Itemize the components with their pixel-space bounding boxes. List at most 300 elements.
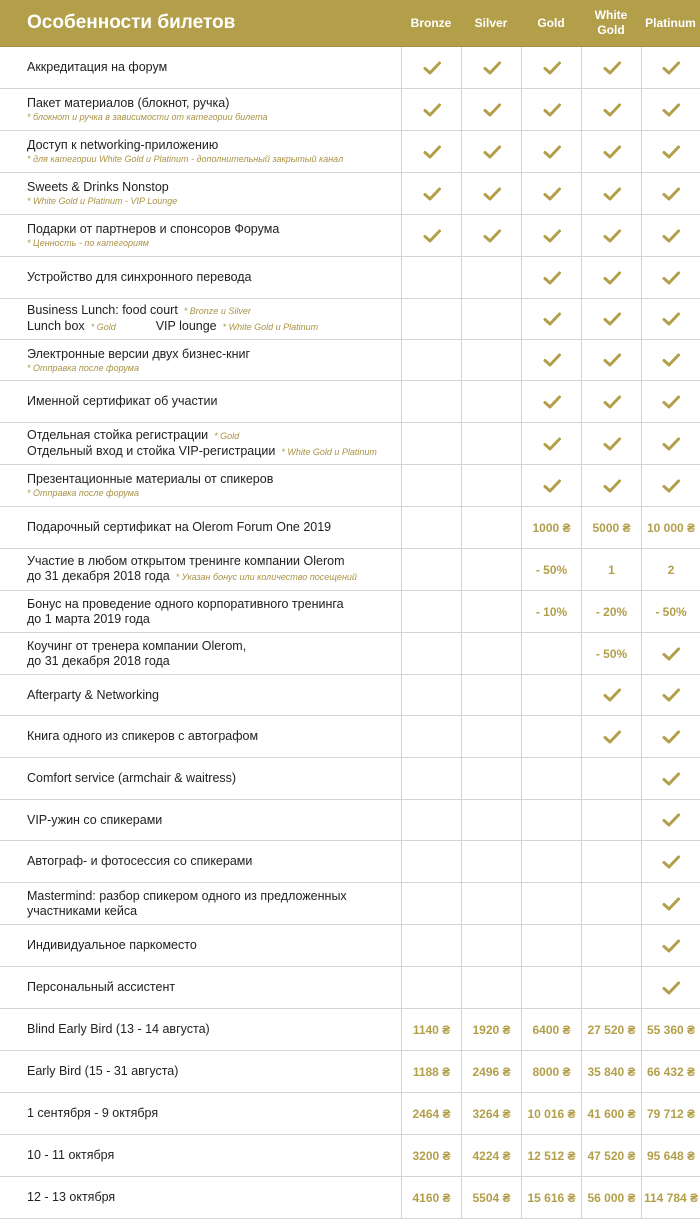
feature-label: Коучинг от тренера компании Olerom,	[27, 638, 247, 653]
table-row	[0, 841, 700, 883]
bonus-value: - 10%	[535, 604, 568, 619]
tier-bronze-header: Bronze	[410, 15, 452, 30]
tier-cell-white-gold	[581, 841, 641, 882]
table-row	[0, 47, 700, 89]
tier-cell-white-gold	[581, 1135, 641, 1176]
tier-cell-platinum	[641, 173, 700, 214]
check-icon	[482, 186, 502, 202]
tier-cell-white-gold	[581, 340, 641, 380]
tier-cell-gold	[521, 925, 581, 966]
check-icon	[602, 144, 622, 160]
feature-cell	[0, 1051, 401, 1092]
feature-label: Индивидуальное паркоместо	[27, 938, 197, 952]
tier-cell-gold	[521, 47, 581, 88]
feature-label: 1 сентября - 9 октября	[27, 1106, 159, 1120]
feature-label: до 31 декабря 2018 года	[27, 569, 170, 583]
feature-label: Именной сертификат об участии	[27, 394, 218, 408]
price-value: 3200 ₴	[412, 1148, 451, 1163]
check-icon	[661, 228, 681, 244]
feature-cell	[0, 758, 401, 799]
check-icon	[661, 854, 681, 870]
feature-note: * для категории White Gold и Platinum - дополнительный закрытый канал	[27, 154, 344, 164]
tier-cell-bronze	[401, 1093, 461, 1134]
tier-cell-white-gold	[581, 967, 641, 1008]
tier-cell-silver	[461, 1009, 521, 1050]
price-value: 47 520 ₴	[587, 1148, 636, 1163]
tier-cell-gold	[521, 299, 581, 339]
table-row	[0, 967, 700, 1009]
check-icon	[661, 186, 681, 202]
tier-cell-gold	[521, 1051, 581, 1092]
check-icon	[602, 436, 622, 452]
tier-cell-silver	[461, 47, 521, 88]
tier-cell-white-gold	[581, 1093, 641, 1134]
price-value: 1920 ₴	[472, 1022, 511, 1037]
tier-cell-white-gold	[581, 215, 641, 256]
feature-cell	[0, 131, 401, 172]
tier-cell-platinum	[641, 507, 700, 548]
price-value: 15 616 ₴	[527, 1190, 576, 1205]
tier-cell-silver	[461, 716, 521, 757]
price-row	[0, 1051, 700, 1093]
tier-cell-bronze	[401, 381, 461, 422]
tier-cell-silver	[461, 967, 521, 1008]
feature-cell	[0, 633, 401, 674]
price-value: 114 784 ₴	[643, 1190, 699, 1205]
tier-cell-platinum	[641, 1135, 700, 1176]
check-icon	[661, 270, 681, 286]
table-row	[0, 883, 700, 925]
price-value: 79 712 ₴	[646, 1106, 696, 1121]
tier-cell-gold	[521, 173, 581, 214]
tier-cell-white-gold	[581, 883, 641, 924]
tier-cell-gold	[521, 215, 581, 256]
tier-cell-white-gold	[581, 507, 641, 548]
check-icon	[661, 60, 681, 76]
bonus-value: - 50%	[535, 562, 568, 577]
tier-cell-bronze	[401, 173, 461, 214]
tier-cell-white-gold	[581, 423, 641, 464]
check-icon	[482, 60, 502, 76]
tier-cell-silver	[461, 591, 521, 632]
feature-note: * Ценность - по категориям	[27, 238, 149, 248]
tier-cell-white-gold	[581, 758, 641, 799]
tier-cell-white-gold	[581, 716, 641, 757]
feature-label: Подарки от партнеров и спонсоров Форума	[27, 222, 280, 236]
tier-cell-white-gold	[581, 381, 641, 422]
price-value: 5504 ₴	[472, 1190, 511, 1205]
table-row	[0, 381, 700, 423]
feature-label: Afterparty & Networking	[27, 687, 159, 702]
feature-label: Sweets & Drinks Nonstop	[27, 180, 169, 194]
price-value: 1140 ₴	[412, 1022, 451, 1037]
tier-cell-white-gold	[581, 1009, 641, 1050]
check-icon	[661, 311, 681, 327]
check-icon	[661, 938, 681, 954]
table-row	[0, 716, 700, 758]
feature-note: * White Gold и Platinum - VIP Lounge	[27, 196, 178, 206]
check-icon	[542, 270, 562, 286]
tier-cell-platinum	[641, 89, 700, 130]
feature-cell	[0, 1009, 401, 1050]
check-icon	[602, 186, 622, 202]
check-icon	[542, 394, 562, 410]
feature-label: до 1 марта 2019 года	[27, 611, 150, 626]
feature-cell	[0, 883, 401, 924]
feature-label: 10 - 11 октября	[27, 1148, 115, 1162]
check-icon	[422, 144, 442, 160]
feature-label: Устройство для синхронного перевода	[27, 270, 252, 284]
tier-cell-silver	[461, 1051, 521, 1092]
tier-cell-silver	[461, 173, 521, 214]
price-value: 4224 ₴	[472, 1148, 511, 1163]
tier-cell-platinum	[641, 381, 700, 422]
check-icon	[422, 228, 442, 244]
feature-label: Blind Early Bird (13 - 14 августа)	[27, 1022, 210, 1036]
tier-cell-gold	[521, 967, 581, 1008]
tier-cell-silver	[461, 381, 521, 422]
tier-cell-bronze	[401, 883, 461, 924]
tier-cell-gold	[521, 591, 581, 632]
tier-cell-platinum	[641, 1009, 700, 1050]
tier-cell-platinum	[641, 883, 700, 924]
tier-cell-bronze	[401, 89, 461, 130]
feature-label: Персональный ассистент	[27, 980, 176, 994]
check-icon	[661, 687, 681, 703]
tier-cell-gold	[521, 1177, 581, 1218]
price-row	[0, 1135, 700, 1177]
feature-label: участниками кейса	[27, 903, 138, 918]
tier-cell-silver	[461, 89, 521, 130]
check-icon	[602, 687, 622, 703]
price-row	[0, 1177, 700, 1219]
check-icon	[661, 394, 681, 410]
tier-cell-silver	[461, 925, 521, 966]
tier-cell-white-gold	[581, 131, 641, 172]
feature-cell	[0, 675, 401, 715]
tier-cell-platinum	[641, 257, 700, 298]
table-row	[0, 758, 700, 800]
tier-cell-gold	[521, 633, 581, 674]
price-value: 1188 ₴	[412, 1064, 451, 1079]
feature-cell	[0, 299, 401, 339]
feature-cell	[0, 381, 401, 422]
tier-cell-platinum	[641, 716, 700, 757]
tier-cell-bronze	[401, 1135, 461, 1176]
check-icon	[542, 478, 562, 494]
tier-cell-gold	[521, 758, 581, 799]
tier-cell-gold	[521, 465, 581, 506]
check-icon	[542, 102, 562, 118]
tier-cell-silver	[461, 758, 521, 799]
ticket-features-table	[0, 47, 700, 1219]
table-row	[0, 675, 700, 716]
tier-cell-bronze	[401, 591, 461, 632]
tier-cell-platinum	[641, 215, 700, 256]
feature-note: * Отправка после форума	[27, 362, 139, 373]
check-icon	[661, 729, 681, 745]
check-icon	[602, 311, 622, 327]
table-row	[0, 549, 700, 591]
feature-label: Пакет материалов (блокнот, ручка)	[27, 96, 230, 110]
feature-label: VIP-ужин со спикерами	[27, 812, 163, 827]
feature-cell	[0, 47, 401, 88]
tier-cell-silver	[461, 1093, 521, 1134]
check-icon	[542, 311, 562, 327]
tier-cell-white-gold	[581, 1177, 641, 1218]
check-icon	[542, 436, 562, 452]
tier-cell-bronze	[401, 465, 461, 506]
tier-cell-bronze	[401, 1051, 461, 1092]
feature-cell	[0, 1177, 401, 1218]
table-header	[0, 0, 700, 47]
tier-cell-platinum	[641, 800, 700, 840]
tier-cell-gold	[521, 1135, 581, 1176]
check-icon	[661, 980, 681, 996]
tier-cell-white-gold	[581, 299, 641, 339]
tier-cell-platinum	[641, 549, 700, 590]
feature-label: Электронные версии двух бизнес-книг	[27, 346, 251, 361]
feature-cell	[0, 841, 401, 882]
feature-cell	[0, 257, 401, 298]
price-value: 12 512 ₴	[527, 1148, 576, 1163]
tier-cell-silver	[461, 257, 521, 298]
tier-cell-platinum	[641, 675, 700, 715]
tier-cell-white-gold	[581, 89, 641, 130]
check-icon	[482, 228, 502, 244]
price-value: 66 432 ₴	[646, 1064, 696, 1079]
tier-cell-silver	[461, 1135, 521, 1176]
price-row	[0, 1093, 700, 1135]
feature-cell	[0, 925, 401, 966]
tier-cell-bronze	[401, 633, 461, 674]
tier-cell-platinum	[641, 131, 700, 172]
feature-label: Business Lunch: food court	[27, 303, 178, 317]
check-icon	[602, 478, 622, 494]
check-icon	[661, 646, 681, 662]
tier-cell-bronze	[401, 549, 461, 590]
price-value: 3264 ₴	[472, 1106, 511, 1121]
check-icon	[661, 812, 681, 828]
feature-note: * White Gold и Platinum	[281, 446, 377, 457]
table-row	[0, 800, 700, 841]
tier-cell-gold	[521, 800, 581, 840]
bonus-value: - 20%	[595, 604, 628, 619]
bonus-value: 10 000 ₴	[646, 520, 696, 535]
check-icon	[661, 352, 681, 368]
feature-cell	[0, 1093, 401, 1134]
price-value: 35 840 ₴	[587, 1064, 636, 1079]
table-row	[0, 465, 700, 507]
feature-label: Бонус на проведение одного корпоративного тренинга	[27, 596, 344, 611]
tier-cell-bronze	[401, 215, 461, 256]
tier-cell-silver	[461, 675, 521, 715]
tier-white-gold-header: White Gold	[594, 8, 628, 37]
check-icon	[661, 478, 681, 494]
tier-cell-gold	[521, 257, 581, 298]
tier-cell-bronze	[401, 675, 461, 715]
feature-cell	[0, 89, 401, 130]
tier-cell-gold	[521, 131, 581, 172]
price-value: 4160 ₴	[412, 1190, 451, 1205]
check-icon	[602, 729, 622, 745]
price-value: 6400 ₴	[532, 1022, 571, 1037]
tier-cell-gold	[521, 841, 581, 882]
feature-cell	[0, 173, 401, 214]
table-title: Особенности билетов	[27, 12, 236, 33]
table-row	[0, 173, 700, 215]
feature-label: Подарочный сертификат на Olerom Forum One 2019	[27, 520, 332, 534]
tier-cell-silver	[461, 465, 521, 506]
feature-cell	[0, 800, 401, 840]
tier-cell-white-gold	[581, 465, 641, 506]
tier-cell-white-gold	[581, 1051, 641, 1092]
tier-cell-bronze	[401, 299, 461, 339]
tier-cell-bronze	[401, 1009, 461, 1050]
tier-cell-platinum	[641, 1093, 700, 1134]
tier-silver-header: Silver	[474, 15, 508, 30]
feature-note: * блокнот и ручка в зависимости от категории билета	[27, 112, 268, 122]
tier-cell-silver	[461, 299, 521, 339]
feature-label: Comfort service (armchair & waitress)	[27, 771, 237, 785]
check-icon	[422, 186, 442, 202]
tier-cell-gold	[521, 507, 581, 548]
bonus-value: 2	[667, 562, 675, 577]
check-icon	[602, 228, 622, 244]
feature-label: Доступ к networking-приложению	[27, 138, 219, 152]
feature-cell	[0, 340, 401, 380]
tier-cell-silver	[461, 841, 521, 882]
bonus-value: 5000 ₴	[592, 520, 631, 535]
tier-cell-platinum	[641, 340, 700, 380]
tier-cell-silver	[461, 340, 521, 380]
feature-note: * Отправка после форума	[27, 488, 139, 498]
check-icon	[602, 102, 622, 118]
price-value: 2464 ₴	[412, 1106, 451, 1121]
table-row	[0, 423, 700, 465]
feature-label: Автограф- и фотосессия со спикерами	[27, 854, 253, 868]
tier-cell-bronze	[401, 507, 461, 548]
tier-cell-bronze	[401, 340, 461, 380]
tier-cell-white-gold	[581, 633, 641, 674]
feature-note: * Gold	[214, 430, 240, 441]
table-row	[0, 299, 700, 340]
tier-cell-platinum	[641, 465, 700, 506]
table-row	[0, 633, 700, 675]
check-icon	[482, 144, 502, 160]
feature-cell	[0, 423, 401, 464]
check-icon	[542, 144, 562, 160]
check-icon	[422, 102, 442, 118]
check-icon	[542, 60, 562, 76]
tier-platinum-header: Platinum	[645, 15, 696, 30]
tier-cell-white-gold	[581, 257, 641, 298]
check-icon	[542, 228, 562, 244]
feature-label: Отдельный вход и стойка VIP-регистрации	[27, 443, 276, 458]
feature-cell	[0, 716, 401, 757]
feature-cell	[0, 507, 401, 548]
table-row	[0, 215, 700, 257]
tier-cell-bronze	[401, 1177, 461, 1218]
table-row	[0, 89, 700, 131]
check-icon	[602, 60, 622, 76]
tier-cell-silver	[461, 215, 521, 256]
table-row	[0, 131, 700, 173]
check-icon	[602, 352, 622, 368]
price-value: 10 016 ₴	[527, 1106, 576, 1121]
check-icon	[661, 436, 681, 452]
tier-cell-platinum	[641, 1177, 700, 1218]
feature-label: Презентационные материалы от спикеров	[27, 472, 274, 486]
price-value: 56 000 ₴	[587, 1190, 636, 1205]
check-icon	[661, 144, 681, 160]
tier-cell-platinum	[641, 758, 700, 799]
tier-cell-gold	[521, 340, 581, 380]
table-row	[0, 340, 700, 381]
feature-label: Аккредитация на форум	[27, 60, 168, 74]
price-value: 8000 ₴	[532, 1064, 571, 1079]
tier-cell-bronze	[401, 800, 461, 840]
tier-cell-gold	[521, 1093, 581, 1134]
tier-cell-platinum	[641, 633, 700, 674]
tier-cell-silver	[461, 800, 521, 840]
tier-gold-header: Gold	[537, 15, 565, 30]
bonus-value: - 50%	[595, 646, 628, 661]
tier-cell-gold	[521, 1009, 581, 1050]
tier-cell-silver	[461, 507, 521, 548]
tier-cell-platinum	[641, 967, 700, 1008]
feature-cell	[0, 1135, 401, 1176]
feature-note: * Указан бонус или количество посещений	[175, 572, 357, 582]
price-value: 55 360 ₴	[646, 1022, 696, 1037]
table-row	[0, 925, 700, 967]
feature-cell	[0, 967, 401, 1008]
feature-label: Mastermind: разбор спикером одного из предложенных	[27, 888, 347, 903]
tier-cell-white-gold	[581, 549, 641, 590]
tier-cell-platinum	[641, 423, 700, 464]
price-value: 95 648 ₴	[646, 1148, 696, 1163]
price-value: 41 600 ₴	[587, 1106, 636, 1121]
tier-cell-gold	[521, 549, 581, 590]
bonus-value: 1	[608, 562, 615, 577]
tier-cell-silver	[461, 1177, 521, 1218]
feature-cell	[0, 549, 401, 590]
check-icon	[542, 352, 562, 368]
feature-cell	[0, 215, 401, 256]
tier-cell-silver	[461, 549, 521, 590]
tier-cell-gold	[521, 423, 581, 464]
tier-cell-white-gold	[581, 925, 641, 966]
feature-label: 12 - 13 октября	[27, 1190, 116, 1204]
tier-cell-gold	[521, 675, 581, 715]
bonus-value: 1000 ₴	[532, 520, 571, 535]
tier-cell-gold	[521, 381, 581, 422]
table-row	[0, 507, 700, 549]
tier-cell-gold	[521, 716, 581, 757]
check-icon	[422, 60, 442, 76]
check-icon	[661, 896, 681, 912]
tier-cell-bronze	[401, 131, 461, 172]
tier-cell-silver	[461, 131, 521, 172]
tier-cell-platinum	[641, 925, 700, 966]
tier-cell-white-gold	[581, 173, 641, 214]
feature-note: * White Gold и Platinum	[222, 322, 319, 332]
feature-label: Early Bird (15 - 31 августа)	[27, 1064, 179, 1078]
tier-cell-silver	[461, 633, 521, 674]
feature-note: * Bronze и Silver	[183, 306, 251, 316]
feature-label: Участие в любом открытом тренинге компании Olerom	[27, 554, 345, 568]
tier-cell-bronze	[401, 758, 461, 799]
